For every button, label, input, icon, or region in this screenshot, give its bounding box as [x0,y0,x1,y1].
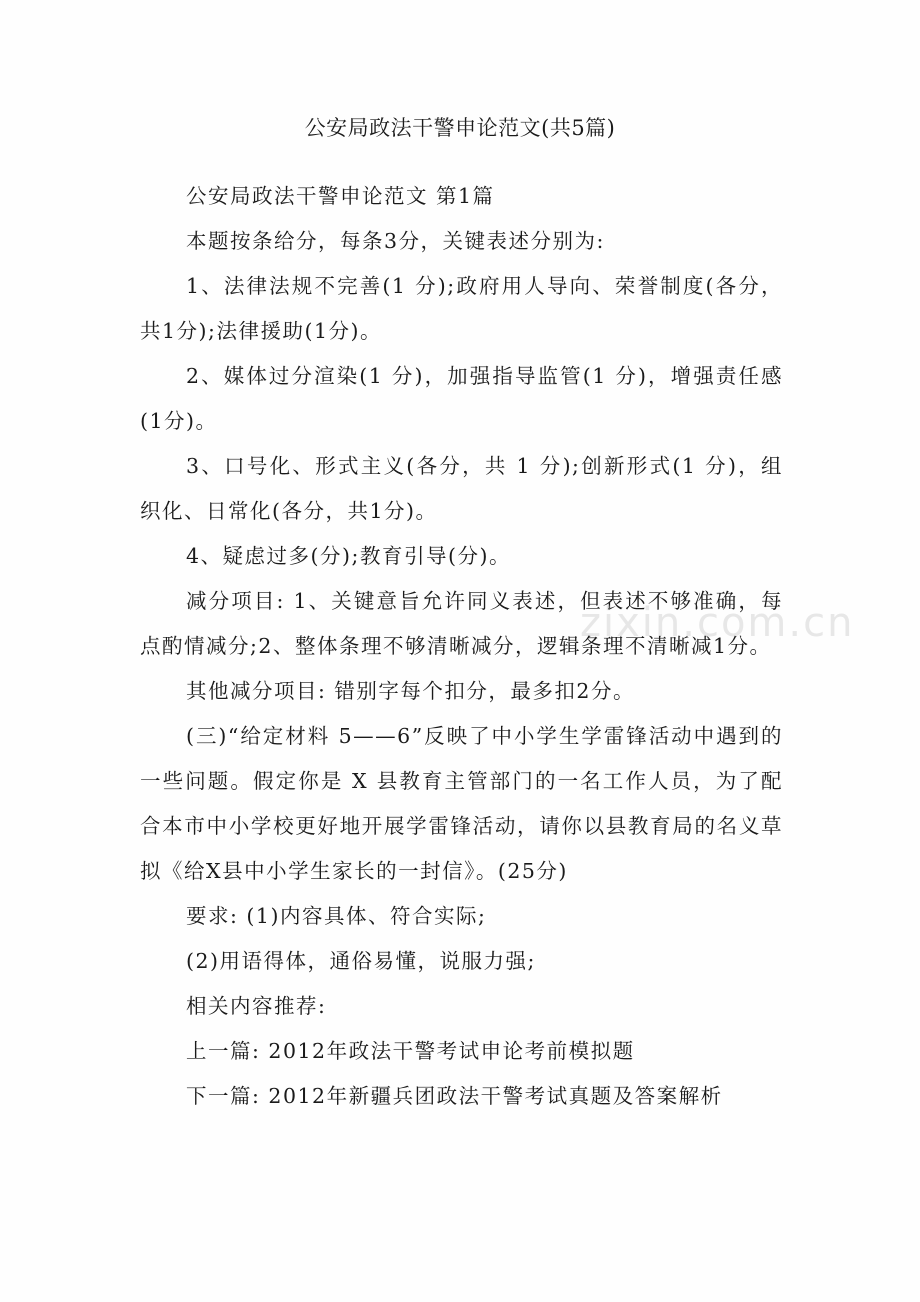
scoring-item-1: 1、法律法规不完善(1 分);政府用人导向、荣誉制度(各分，共1分);法律援助(1分)。 [140,274,783,343]
scoring-item-4: 4、疑虑过多(分);教育引导(分)。 [186,544,511,568]
other-deductions: 其他减分项目: 错别字每个扣分，最多扣2分。 [186,679,635,703]
watermark: zixin.com.cn [580,600,855,646]
previous-article-link[interactable]: 上一篇: 2012年政法干警考试申论考前模拟题 [186,1039,635,1063]
requirement-2: (2)用语得体，通俗易懂，说服力强; [186,949,536,973]
next-article-link[interactable]: 下一篇: 2012年新疆兵团政法干警考试真题及答案解析 [186,1084,723,1108]
scoring-item-2: 2、媒体过分渲染(1 分)，加强指导监管(1 分)，增强责任感(1分)。 [140,364,783,433]
requirements: 要求: (1)内容具体、符合实际; [186,904,487,928]
document-title: 公安局政法干警申论范文(共5篇) [304,116,616,140]
question-three: (三)“给定材料 5——6”反映了中小学生学雷锋活动中遇到的一些问题。假定你是 X 县教育主管部门的一名工作人员，为了配合本市中小学校更好地开展学雷锋活动，请你以县教育局的名义草拟《给X县中小学生家长的一封信》。(25分) [140,724,783,883]
scoring-intro: 本题按条给分，每条3分，关键表述分别为: [186,229,605,253]
section-heading: 公安局政法干警申论范文 第1篇 [186,184,495,208]
scoring-item-3: 3、口号化、形式主义(各分，共 1 分);创新形式(1 分)，组织化、日常化(各分，共1分)。 [140,454,783,523]
deduction-items: 减分项目: 1、关键意旨允许同义表述，但表述不够准确，每点酌情减分;2、整体条理不够清晰减分，逻辑条理不清晰减1分。 [140,589,783,658]
related-content-heading: 相关内容推荐: [186,994,327,1018]
document-body [140,174,783,1119]
